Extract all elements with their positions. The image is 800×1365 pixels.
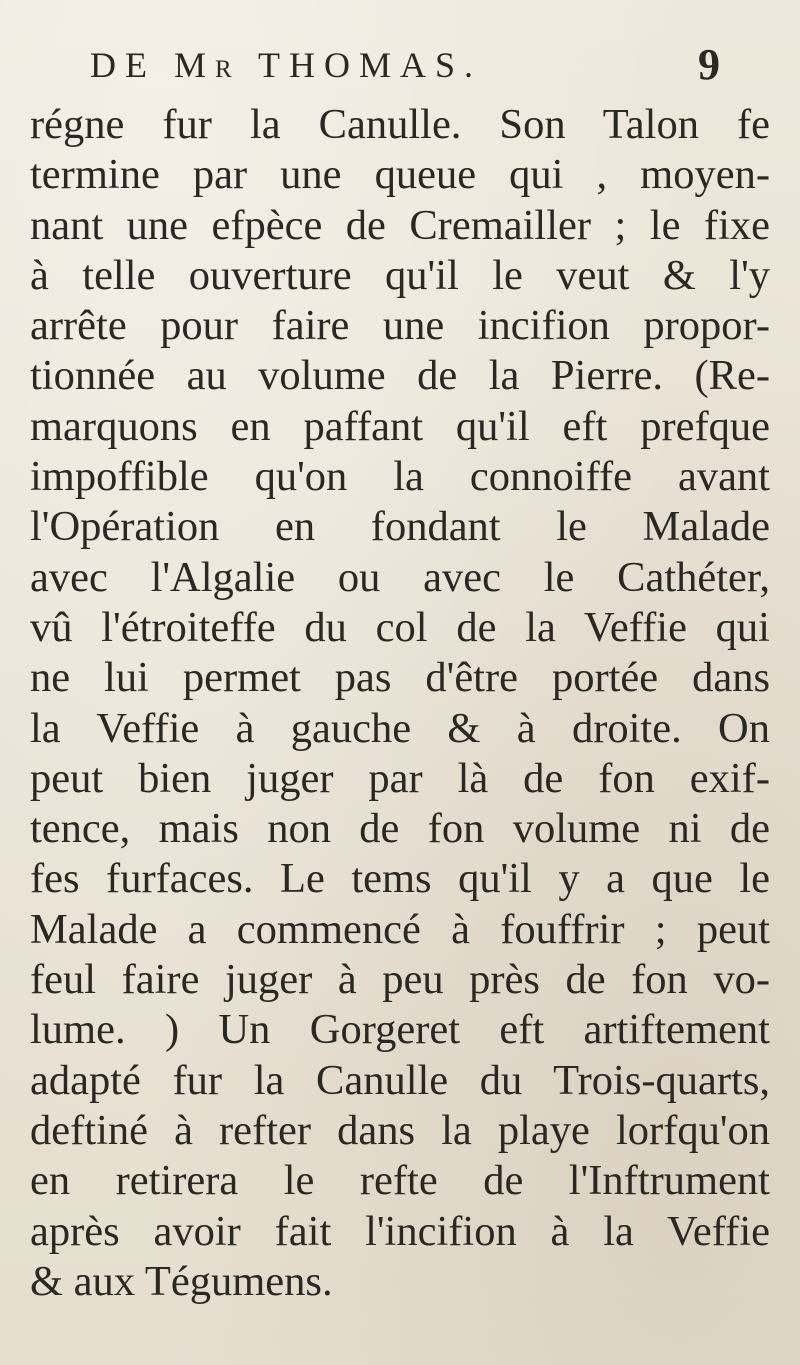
running-title: DE Mr THOMAS. [90,45,483,85]
page-number: 9 [698,40,720,89]
text-line: deftiné à refter dans la playe lorfqu'on [30,1106,770,1154]
text-line: fes furfaces. Le tems qu'il y a que le [30,855,770,903]
text-line: l'Opération en fondant le Malade [30,503,770,551]
text-line: vû l'étroiteffe du col de la Veffie qui [30,603,770,651]
text-line: Malade a commencé à fouffrir ; peut [30,905,770,953]
text-line: impoffible qu'on la connoiffe avant [30,453,770,501]
text-line: lume. ) Un Gorgeret eft artiftement [30,1006,770,1054]
text-line: nant une efpèce de Cremailler ; le fixe [30,201,770,249]
text-line: adapté fur la Canulle du Trois-quarts, [30,1056,770,1104]
body-text [30,100,770,1307]
text-line: arrête pour faire une incifion propor- [30,302,770,350]
text-line: après avoir fait l'incifion à la Veffie [30,1207,770,1255]
running-head [90,40,720,90]
text-line: avec l'Algalie ou avec le Cathéter, [30,553,770,601]
text-line: ne lui permet pas d'être portée dans [30,654,770,702]
text-line: & aux Tégumens. [30,1257,333,1305]
text-line: feul faire juger à peu près de fon vo- [30,956,770,1004]
text-line: régne fur la Canulle. Son Talon fe [30,101,770,148]
text-line: tence, mais non de fon volume ni de [30,805,770,853]
text-line: marquons en paffant qu'il eft prefque [30,402,770,450]
text-line: peut bien juger par là de fon exif- [30,754,770,802]
text-line: la Veffie à gauche & à droite. On [30,704,770,752]
text-line: à telle ouverture qu'il le veut & l'y [30,251,770,299]
text-line: termine par une queue qui , moyen- [30,151,770,199]
text-line: en retirera le refte de l'Inftrument [30,1157,770,1205]
text-line: tionnée au volume de la Pierre. (Re- [30,352,770,400]
